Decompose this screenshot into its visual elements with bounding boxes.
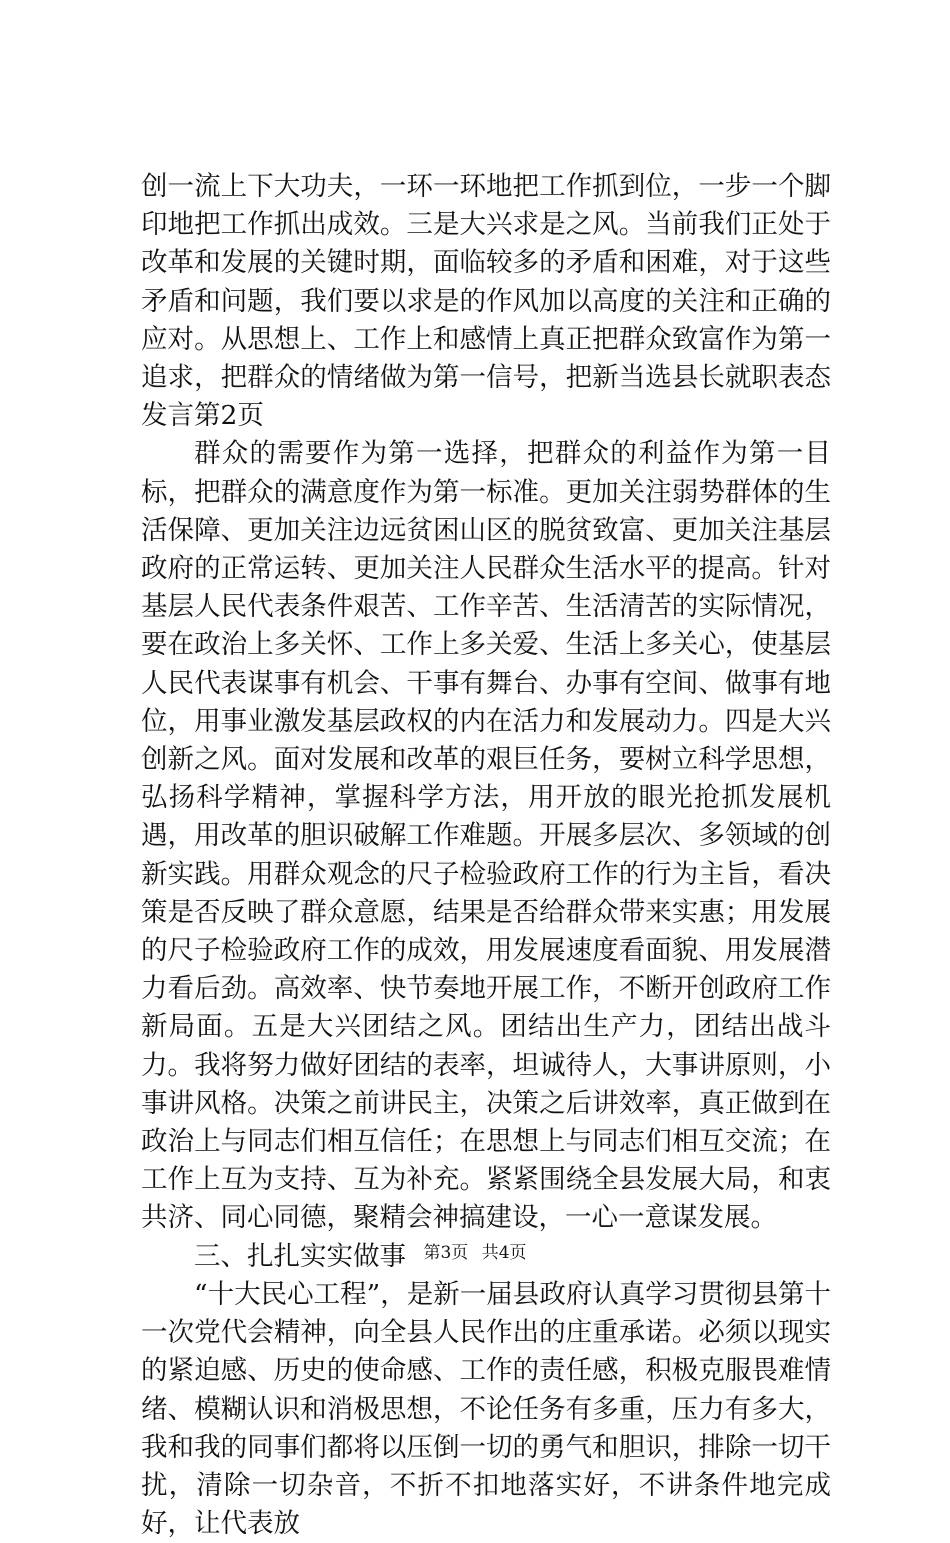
body-paragraph: “十大民心工程”，是新一届县政府认真学习贯彻县第十一次党代会精神，向全县人民作出的庄重承诺。必须以现实的紧迫感、历史的使命感、工作的责任感，积极克服畏难情绪、模糊认识和消极思想，不论任务有多重，压力有多大，我和我的同事们都将以压倒一切的勇气和胆识，排除一切干扰，清除一切杂音，不折不扣地落实好，不讲条件地完成好，让代表放	[141, 1278, 831, 1540]
section-heading: 三、扎扎实实做事	[194, 1240, 406, 1272]
body-paragraph: 群众的需要作为第一选择，把群众的利益作为第一目标，把群众的满意度作为第一标准。更加关注弱势群体的生活保障、更加关注边远贫困山区的脱贫致富、更加关注基层政府的正常运转、更加关注人民群众生活水平的提高。针对基层人民代表条件艰苦、工作辛苦、生活清苦的实际情况，要在政治上多关怀、工作上多关爱、生活上多关心，使基层人民代表谋事有机会、干事有舞台、办事有空间、做事有地位，用事业激发基层政权的内在活力和发展动力。四是大兴创新之风。面对发展和改革的艰巨任务，要树立科学思想，弘扬科学精神，掌握科学方法，用开放的眼光抢抓发展机遇，用改革的胆识破解工作难题。开展多层次、多领域的创新实践。用群众观念的尺子检验政府工作的行为主旨，看决策是否反映了群众意愿，结果是否给群众带来实惠；用发展的尺子检验政府工作的成效，用发展速度看面貌、用发展潜力看后劲。高效率、快节奏地开展工作，不断开创政府工作新局面。五是大兴团结之风。团结出生产力，团结出战斗力。我将努力做好团结的表率，坦诚待人，大事讲原则，小事讲风格。决策之前讲民主，决策之后讲效率，真正做到在政治上与同志们相互信任；在思想上与同志们相互交流；在工作上互为支持、互为补充。紧紧围绕全县发展大局，和衷共济、同心同德，聚精会神搞建设，一心一意谋发展。	[141, 438, 831, 1234]
page-total: 共4页	[481, 1243, 527, 1263]
document-body	[141, 168, 831, 1543]
page-footer	[0, 1242, 950, 1264]
body-paragraph: 创一流上下大功夫，一环一环地把工作抓到位，一步一个脚印地把工作抓出成效。三是大兴求是之风。当前我们正处于改革和发展的关键时期，面临较多的矛盾和困难，对于这些矛盾和问题，我们要以求是的作风加以高度的关注和正确的应对。从思想上、工作上和感情上真正把群众致富作为第一追求，把群众的情绪做为第一信号，把新当选县长就职表态发言第2页	[141, 171, 831, 432]
page-number: 第3页	[423, 1243, 469, 1263]
